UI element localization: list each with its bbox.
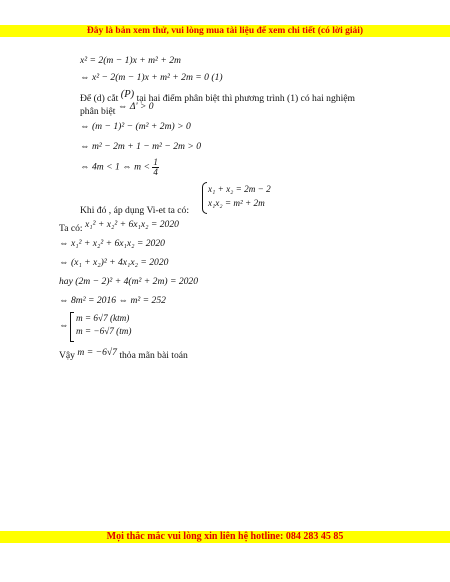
condition-text-suffix: tại hai điểm phân biệt thì phương trình (1) có hai nghiệm [136, 93, 355, 104]
hotline-banner [0, 531, 450, 543]
equation-line-6: ⇔ m² − 2m + 1 − m² − 2m > 0 [80, 141, 201, 152]
given-equation: x₁² + x₂² + 6x₁x₂ = 2020 [84, 219, 179, 230]
step-equation-2: ⇔ (x₁ + x₂)² + 4x₁x₂ = 2020 [59, 257, 169, 268]
delta-condition: ⇔ Δ' > 0 [117, 101, 154, 112]
step-equation-3: hay (2m − 2)² + 4(m² + 2m) = 2020 [59, 276, 199, 287]
given-line [59, 219, 179, 235]
system-brace [202, 182, 207, 214]
step-equation-1: ⇔ x₁² + x₂² + 6x₁x₂ = 2020 [59, 238, 165, 249]
vieta-intro: Khi đó , áp dụng Vi-et ta có: [80, 205, 190, 216]
bracket-line [70, 312, 74, 342]
fraction-numerator: 1 [153, 157, 158, 167]
fraction-one-quarter [152, 158, 159, 177]
conclusion-value: m = −6√7 [77, 347, 117, 358]
conclusion-suffix: thỏa mãn bài toán [119, 350, 188, 361]
solution-accepted: m = −6√7 (tm) [76, 326, 132, 336]
equation-line-2: ⇔ x² − 2(m − 1)x + m² + 2m = 0 (1) [80, 72, 223, 83]
condition-text-prefix: Để (d) cắt [80, 93, 119, 104]
conclusion-prefix: Vậy [59, 350, 75, 361]
preview-banner-text: Đây là bản xem thử, vui lòng mua tài liệu để xem chi tiết (có lời giải) [86, 26, 364, 36]
solution-bracket [70, 312, 131, 340]
hotline-banner-text: Mọi thắc mắc vui lòng xin liên hệ hotline: 084 283 45 85 [106, 531, 344, 542]
equation-line-7-text: ⇔ 4m < 1 ⇔ m < [80, 161, 150, 173]
step-equation-4: ⇔ 8m² = 2016 ⇔ m² = 252 [59, 295, 166, 306]
vieta-system [202, 182, 271, 212]
solution-rejected: m = 6√7 (ktm) [76, 313, 130, 323]
given-label: Ta có: [59, 223, 83, 234]
fraction-denominator: 4 [153, 167, 158, 177]
preview-banner [0, 25, 450, 37]
solution-arrow: ⇔ [59, 320, 69, 331]
distinct-roots-text: phân biệt [80, 106, 116, 117]
equation-line-5: ⇔ (m − 1)² − (m² + 2m) > 0 [80, 121, 191, 132]
distinct-roots-line [80, 101, 154, 118]
vieta-product: x₁x₂ = m² + 2m [208, 198, 265, 208]
equation-line-7 [80, 158, 159, 177]
parabola-label: (P) [120, 89, 135, 100]
conclusion-line [59, 347, 188, 362]
equation-line-1: x² = 2(m − 1)x + m² + 2m [80, 55, 181, 66]
vieta-sum: x₁ + x₂ = 2m − 2 [208, 184, 271, 194]
